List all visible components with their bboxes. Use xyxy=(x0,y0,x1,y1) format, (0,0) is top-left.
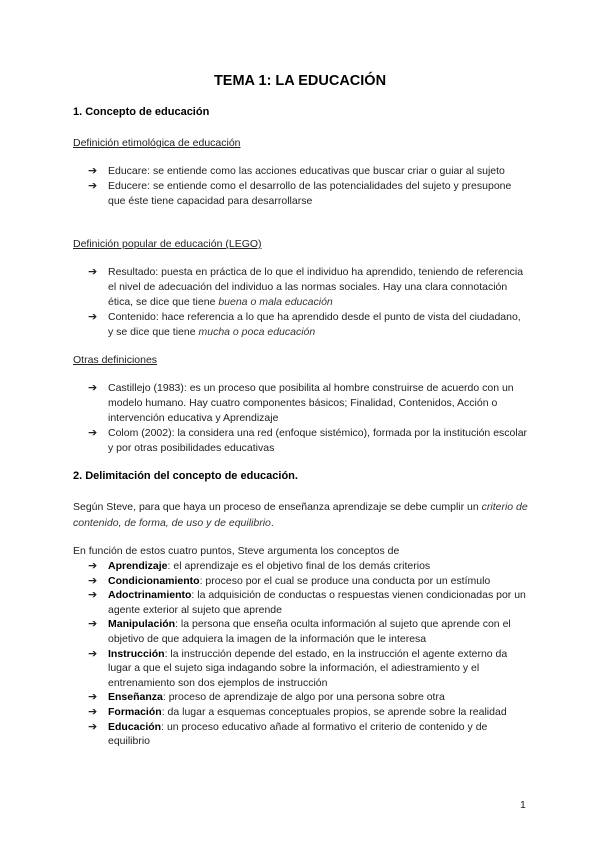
list-item: ➔ Resultado: puesta en práctica de lo que el individuo ha aprendido, teniendo de referencia el nivel de adecuación del individuo a las normas sociales. Hay una clara connotación ética, se dice que tiene buena o mala educación xyxy=(88,266,524,308)
arrow-icon: ➔ xyxy=(88,427,98,439)
section-heading-delimitacion: 2. Delimitación del concepto de educación. xyxy=(73,470,298,482)
list-item: ➔ Condicionamiento: proceso por el cual se produce una conducta por un estímulo xyxy=(88,574,491,587)
subheading-etimologica: Definición etimológica de educación xyxy=(73,137,241,149)
list-item: ➔ Colom (2002): la considera una red (enfoque sistémico), formada por la institución escolar y por otras posibilidades educativas xyxy=(88,427,528,454)
list-item: ➔ Adoctrinamiento: la adquisición de conductas o respuestas vienen condicionadas por un agente exterior al sujeto que aprende xyxy=(88,589,526,616)
arrow-icon: ➔ xyxy=(88,165,98,177)
list-item: ➔ Educare: se entiende como las acciones educativas que buscar criar o guiar al sujeto xyxy=(88,165,505,177)
section-heading-concepto: 1. Concepto de educación xyxy=(73,106,210,118)
list-etimologica xyxy=(88,164,528,209)
list-item: ➔ Instrucción: la instrucción depende del estado, en la instrucción el agente externo da lugar a que el sujeto siga indagando sobre la información, el adiestramiento y el entrenamiento son dos ejemplos de instrucción xyxy=(88,647,508,689)
page-title: TEMA 1: LA EDUCACIÓN xyxy=(213,73,387,89)
arrow-icon: ➔ xyxy=(88,266,98,278)
subheading-otras: Otras definiciones xyxy=(73,354,158,366)
arrow-icon: ➔ xyxy=(88,691,98,704)
list-item: ➔ Formación: da lugar a esquemas conceptuales propios, se aprende sobre la realidad xyxy=(88,705,507,718)
arrow-icon: ➔ xyxy=(88,589,98,602)
arrow-icon: ➔ xyxy=(88,560,98,572)
arrow-icon: ➔ xyxy=(88,180,98,192)
list-conceptos xyxy=(88,559,528,749)
arrow-icon: ➔ xyxy=(88,574,98,587)
list-item: ➔ Contenido: hace referencia a lo que ha aprendido desde el punto de vista del ciudadano, y se dice que tiene mucha o poca educación xyxy=(88,311,521,338)
list-item: ➔ Educere: se entiende como el desarrollo de las potencialidades del sujeto y presupone que éste tiene capacidad para desarrollarse xyxy=(88,180,512,207)
list-item: ➔ Castillejo (1983): es un proceso que posibilita al hombre construirse de acuerdo con un modelo humano. Hay cuatro componentes básicos; Finalidad, Contenidos, Acción o intervención educativa y Aprendizaje xyxy=(88,382,514,424)
arrow-icon: ➔ xyxy=(88,618,98,631)
arrow-icon: ➔ xyxy=(88,720,98,733)
list-item: ➔ Enseñanza: proceso de aprendizaje de algo por una persona sobre otra xyxy=(88,691,445,704)
list-item: ➔ Aprendizaje: el aprendizaje es el objetivo final de los demás criterios xyxy=(88,560,431,572)
paragraph-intro: En función de estos cuatro puntos, Steve argumenta los conceptos de xyxy=(73,545,400,557)
arrow-icon: ➔ xyxy=(88,382,98,394)
list-otras xyxy=(88,381,528,456)
arrow-icon: ➔ xyxy=(88,647,98,660)
page-number: 1 xyxy=(520,799,526,811)
arrow-icon: ➔ xyxy=(88,705,98,718)
subheading-popular: Definición popular de educación (LEGO) xyxy=(73,238,262,250)
paragraph-steve: Según Steve, para que haya un proceso de enseñanza aprendizaje se debe cumplir un criterio de contenido, de forma, de uso y de equilibrio. xyxy=(73,501,528,529)
list-item: ➔ Manipulación: la persona que enseña oculta información al sujeto que aprende con el objetivo de que adquiera la imagen de la información que le interesa xyxy=(88,618,511,645)
list-item: ➔ Educación: un proceso educativo añade al formativo el criterio de contenido y de equilibrio xyxy=(88,720,488,748)
arrow-icon: ➔ xyxy=(88,311,98,323)
list-popular xyxy=(88,265,528,340)
